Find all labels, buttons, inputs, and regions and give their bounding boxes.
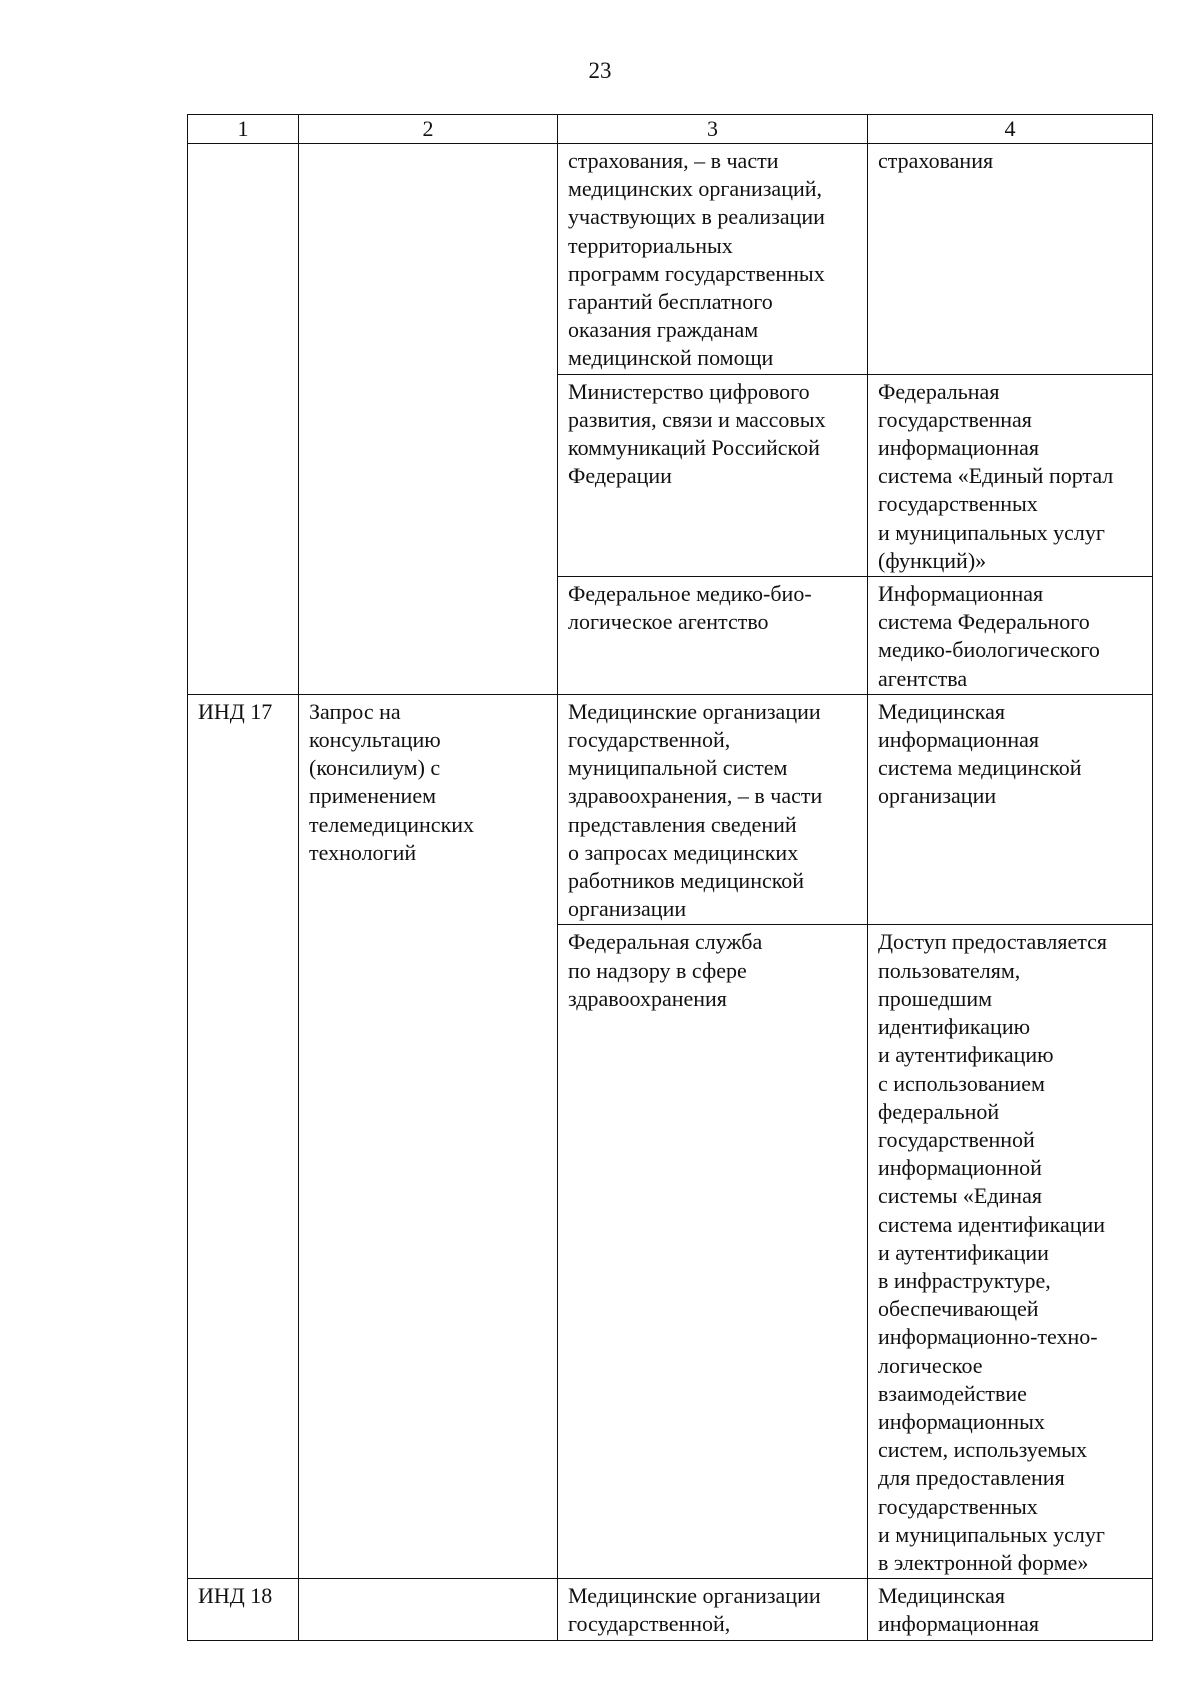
- table-row: [188, 925, 1153, 1579]
- header-cell: 3: [558, 115, 868, 144]
- document-table: [187, 114, 1153, 1641]
- table-cell-system: Федеральная государственная информационная система «Единый портал государственных и муниципальных услуг (функций)»: [868, 374, 1153, 576]
- table-cell-organization: Медицинские организации государственной, муниципальной систем здравоохранения, – в части представления сведений о запросах медицинских работников медицинской организации: [558, 694, 868, 925]
- table-row: [188, 577, 1153, 695]
- table-cell-empty: [188, 577, 299, 695]
- table-cell-code: ИНД 18: [188, 1579, 299, 1640]
- table-cell-empty: [299, 144, 558, 375]
- table-cell-empty: [188, 144, 299, 375]
- page-number: 23: [588, 58, 612, 83]
- table-row: [188, 694, 1153, 925]
- table-cell-empty: [188, 374, 299, 576]
- table-cell-organization: Федеральная служба по надзору в сфере здравоохранения: [558, 925, 868, 1579]
- table-cell-system: Информационная система Федерального медико-биологического агентства: [868, 577, 1153, 695]
- table-cell-organization: Министерство цифрового развития, связи и массовых коммуникаций Российской Федерации: [558, 374, 868, 576]
- table-cell-code: ИНД 17: [188, 694, 299, 925]
- table-cell-empty: [299, 374, 558, 576]
- header-cell: 1: [188, 115, 299, 144]
- table-cell-empty: [299, 577, 558, 695]
- header-cell: 2: [299, 115, 558, 144]
- table-cell-system: Доступ предоставляется пользователям, прошедшим идентификацию и аутентификацию с использованием федеральной государственной информационной системы «Единая система идентификации и аутентификации в инфраструктуре, обеспечивающей информационно-техно- логическое взаимодействие информационных систем, используемых для предоставления государственных и муниципальных услуг в электронной форме»: [868, 925, 1153, 1579]
- table-row: [188, 1579, 1153, 1640]
- table-cell-empty: [299, 925, 558, 1579]
- table-cell-organization: страхования, – в части медицинских организаций, участвующих в реализации территориальных программ государственных гарантий бесплатного оказания гражданам медицинской помощи: [558, 144, 868, 375]
- table-cell-system: Медицинская информационная: [868, 1579, 1153, 1640]
- table-cell-organization: Федеральное медико-био- логическое агентство: [558, 577, 868, 695]
- table-cell-description: [299, 1579, 558, 1640]
- table-row: [188, 374, 1153, 576]
- table-cell-organization: Медицинские организации государственной,: [558, 1579, 868, 1640]
- table-cell-description: Запрос на консультацию (консилиум) с применением телемедицинских технологий: [299, 694, 558, 925]
- table-cell-system: страхования: [868, 144, 1153, 375]
- table-row: [188, 144, 1153, 375]
- table-cell-system: Медицинская информационная система медицинской организации: [868, 694, 1153, 925]
- table-cell-empty: [188, 925, 299, 1579]
- header-cell: 4: [868, 115, 1153, 144]
- table-header-row: [188, 115, 1153, 144]
